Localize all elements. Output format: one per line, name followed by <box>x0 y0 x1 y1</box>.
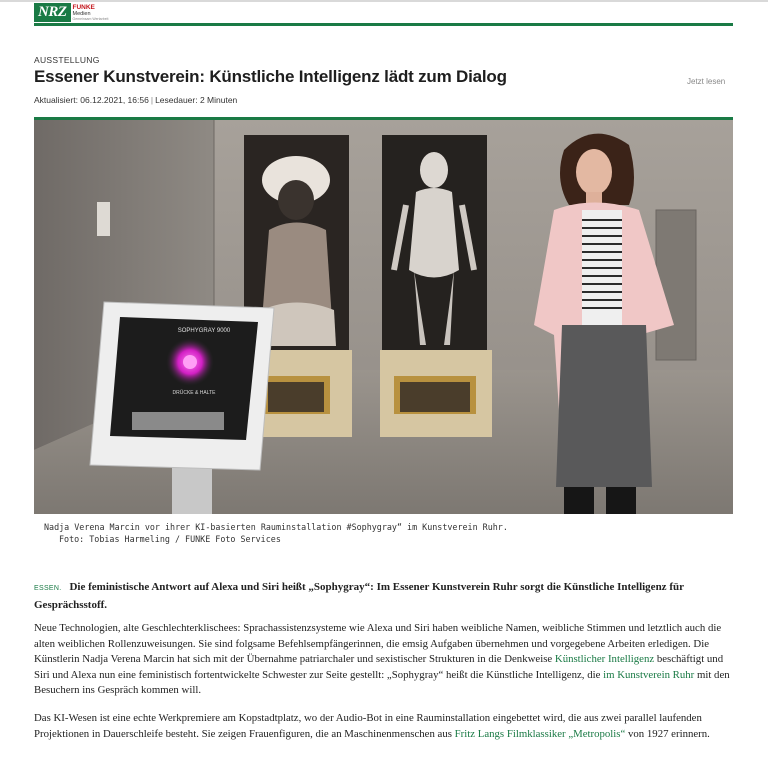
paragraph-2 <box>34 711 734 742</box>
publisher-sub: Medien <box>72 10 91 17</box>
dateline: ESSEN. <box>34 585 62 592</box>
kiosk-screen-button: DRÜCKE & HALTE <box>172 390 216 396</box>
publisher-mark <box>73 5 109 21</box>
link-kunstverein-ruhr[interactable]: im Kunstverein Ruhr <box>603 668 695 681</box>
logo-wordmark: NRZ <box>34 3 71 22</box>
updated-timestamp: Aktualisiert: 06.12.2021, 16:56 <box>34 95 149 105</box>
article-kicker: AUSSTELLUNG <box>34 55 100 65</box>
meta-separator: | <box>150 95 154 105</box>
p1-text-a: Neue Technologien, alte Geschlechterklischees: Sprachassistenzsysteme wie Alexa und Siri haben weibliche Namen, weibliche Stimmen und letztlich auch die alten weiblichen Rollenzuweisungen. Sie sind folgsame Befehlsempfängerinnen, die emsig Aufgaben übernehmen und vorgegebene Arbeiten erledigen. Die Künstlerin Nadja Verena Marcin hat sich mit der Übernahme patriarchaler und sexistischer Strukturen in die Denkweise <box>34 622 722 666</box>
article-meta <box>34 95 237 105</box>
paragraph-1 <box>34 621 734 699</box>
lead-text: Die feministische Antwort auf Alexa und Siri heißt „Sophygray“: Im Essener Kunstverein Ruhr sorgt die Künstliche Intelligenz für Gesprächsstoff. <box>34 581 684 611</box>
article-lead <box>34 579 734 613</box>
top-strip <box>0 0 768 2</box>
photo-credit: Foto: Tobias Harmeling / FUNKE Foto Services <box>59 534 281 544</box>
link-metropolis[interactable]: Fritz Langs Filmklassiker „Metropolis“ <box>454 727 626 740</box>
article-photo[interactable] <box>34 117 733 514</box>
article-headline: Essener Kunstverein: Künstliche Intelligenz lädt zum Dialog <box>34 67 507 86</box>
publisher-tagline: Gemeinsam Wertarbeit <box>72 16 109 21</box>
nrz-logo[interactable] <box>34 3 108 22</box>
p2-text-a: Das KI-Wesen ist eine echte Werkpremiere am Kopstadtplatz, wo der Audio-Bot in eine Rauminstallation eingebettet wird, die aus zwei parallel laufenden Projektionen in Dauerschleife besteht. Sie zeigen Frauenfiguren, die an Maschinenmenschen aus <box>34 712 702 740</box>
publisher-name: FUNKE <box>72 3 95 11</box>
caption-text: Nadja Verena Marcin vor ihrer KI-basierten Rauminstallation #Sophygray“ im Kunstverein Ruhr. <box>44 522 508 532</box>
p1-text-b: beschäftigt und Siri und Alexa nun eine feministisch fortentwickelte Schwester zur Seite gestellt: „Sophygray“ heißt die Künstliche Intelligenz, die <box>34 653 724 681</box>
p2-text-b: von 1927 erinnern. <box>625 727 710 740</box>
read-now-link[interactable]: Jetzt lesen <box>687 77 726 86</box>
header-divider <box>34 23 733 26</box>
read-time: Lesedauer: 2 Minuten <box>155 95 238 105</box>
link-kuenstliche-intelligenz[interactable]: Künstlicher Intelligenz <box>554 653 655 666</box>
photo-caption <box>44 521 508 545</box>
kiosk-screen-title: SOPHYGRAY 9000 <box>177 328 231 334</box>
p1-text-c: mit den Besuchern ins Gespräch kommen will. <box>34 668 730 697</box>
